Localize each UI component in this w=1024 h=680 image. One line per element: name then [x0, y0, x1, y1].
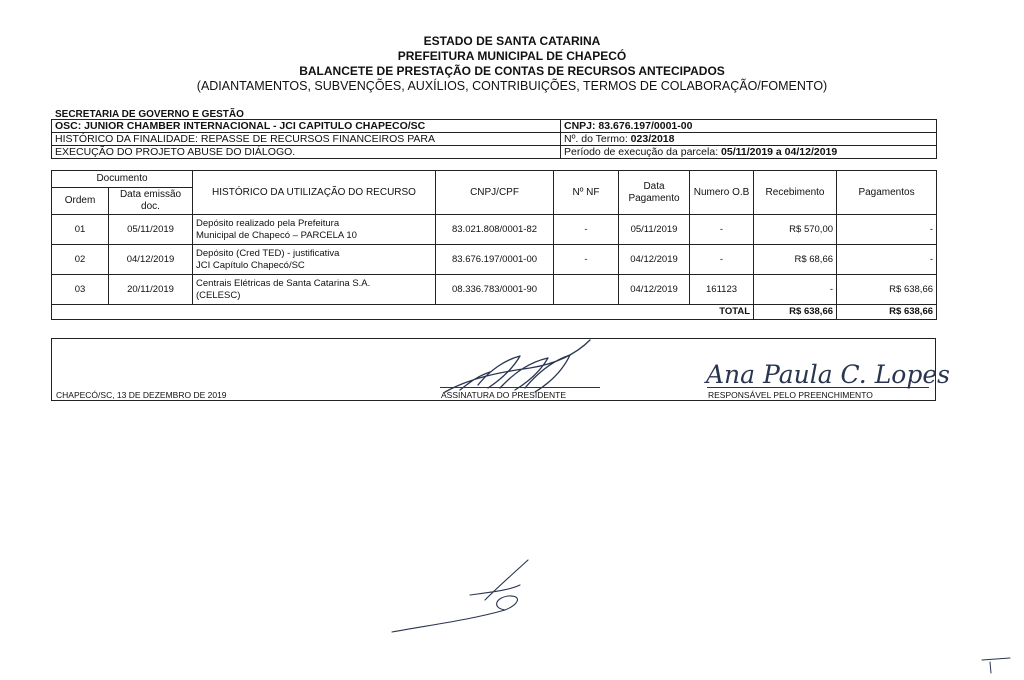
cell-ob: -	[690, 215, 754, 245]
header-ordem: Ordem	[52, 188, 109, 215]
historico-line2: EXECUÇÃO DO PROJETO ABUSE DO DIÁLOGO.	[52, 146, 561, 159]
president-signature	[445, 340, 590, 392]
local-data: CHAPECÓ/SC, 13 DE DEZEMBRO DE 2019	[56, 390, 227, 400]
termo-value: 023/2018	[630, 133, 675, 145]
header-data-emissao: Data emissão doc.	[109, 188, 193, 215]
periodo-value: 05/11/2019 a 04/12/2019	[721, 146, 838, 158]
assinatura-presidente-label: ASSINATURA DO PRESIDENTE	[441, 390, 567, 400]
historico-line: Depósito (Cred TED) - justificativa	[196, 247, 340, 259]
osc-cell: OSC: JUNIOR CHAMBER INTERNACIONAL - JCI CAPITULO CHAPECO/SC	[52, 120, 561, 133]
cell-nf: -	[554, 215, 619, 245]
cell-ob: -	[690, 245, 754, 275]
header-documento: Documento	[52, 171, 193, 188]
cell-ordem: 03	[52, 275, 109, 305]
historico-line: Centrais Elétricas de Santa Catarina S.A.	[196, 277, 371, 289]
cell-pagamentos: -	[837, 245, 937, 275]
header-prefeitura: PREFEITURA MUNICIPAL DE CHAPECÓ	[397, 49, 627, 63]
total-pagamentos: R$ 638,66	[837, 305, 937, 320]
cell-recebimento: R$ 68,66	[754, 245, 837, 275]
header-state: ESTADO DE SANTA CATARINA	[423, 34, 601, 48]
total-label: TOTAL	[52, 305, 754, 320]
cell-data-emissao: 20/11/2019	[109, 275, 193, 305]
termo-label: Nº. do Termo:	[564, 133, 631, 145]
header-recebimento: Recebimento	[754, 171, 837, 215]
header-data-pagamento: Data Pagamento	[619, 171, 690, 215]
cell-cnpj: 08.336.783/0001-90	[436, 275, 554, 305]
historico-line1: HISTÓRICO DA FINALIDADE: REPASSE DE RECURSOS FINANCEIROS PARA	[52, 133, 561, 146]
total-recebimento: R$ 638,66	[754, 305, 837, 320]
cell-recebimento: R$ 570,00	[754, 215, 837, 245]
cell-ordem: 02	[52, 245, 109, 275]
cell-cnpj: 83.676.197/0001-00	[436, 245, 554, 275]
secretaria-label: SECRETARIA DE GOVERNO E GESTÃO	[55, 109, 244, 120]
header-nf: Nº NF	[554, 171, 619, 215]
cell-recebimento: -	[754, 275, 837, 305]
cell-data-emissao: 05/11/2019	[109, 215, 193, 245]
responsible-signature: Ana Paula C. Lopes	[706, 360, 950, 389]
header-cnpj: CNPJ/CPF	[436, 171, 554, 215]
cnpj-cell: CNPJ: 83.676.197/0001-00	[561, 120, 937, 133]
historico-line: Municipal de Chapecó – PARCELA 10	[196, 229, 357, 241]
periodo-label: Período de execução da parcela:	[564, 146, 722, 158]
cell-data-pagamento: 04/12/2019	[619, 275, 690, 305]
cell-cnpj: 83.021.808/0001-82	[436, 215, 554, 245]
cell-data-emissao: 04/12/2019	[109, 245, 193, 275]
cell-ordem: 01	[52, 215, 109, 245]
historico-line: JCI Capítulo Chapecó/SC	[196, 259, 305, 271]
header-historico: HISTÓRICO DA UTILIZAÇÃO DO RECURSO	[193, 171, 436, 215]
cell-pagamentos: -	[837, 215, 937, 245]
cell-nf: -	[554, 245, 619, 275]
responsavel-label: RESPONSÁVEL PELO PREENCHIMENTO	[708, 390, 873, 400]
header-pagamentos: Pagamentos	[837, 171, 937, 215]
cell-data-pagamento: 05/11/2019	[619, 215, 690, 245]
rubric-mark	[392, 560, 528, 632]
historico-line: Depósito realizado pela Prefeitura	[196, 217, 340, 229]
header-numero-ob: Numero O.B	[690, 171, 754, 215]
header-subtitle: (ADIANTAMENTOS, SUBVENÇÕES, AUXÍLIOS, CONTRIBUIÇÕES, TERMOS DE COLABORAÇÃO/FOMENTO)	[196, 79, 828, 93]
cell-data-pagamento: 04/12/2019	[619, 245, 690, 275]
cell-pagamentos: R$ 638,66	[837, 275, 937, 305]
historico-line: (CELESC)	[196, 289, 241, 301]
cell-ob: 161123	[690, 275, 754, 305]
header-title: BALANCETE DE PRESTAÇÃO DE CONTAS DE RECURSOS ANTECIPADOS	[299, 64, 725, 78]
edge-mark	[982, 658, 1010, 673]
